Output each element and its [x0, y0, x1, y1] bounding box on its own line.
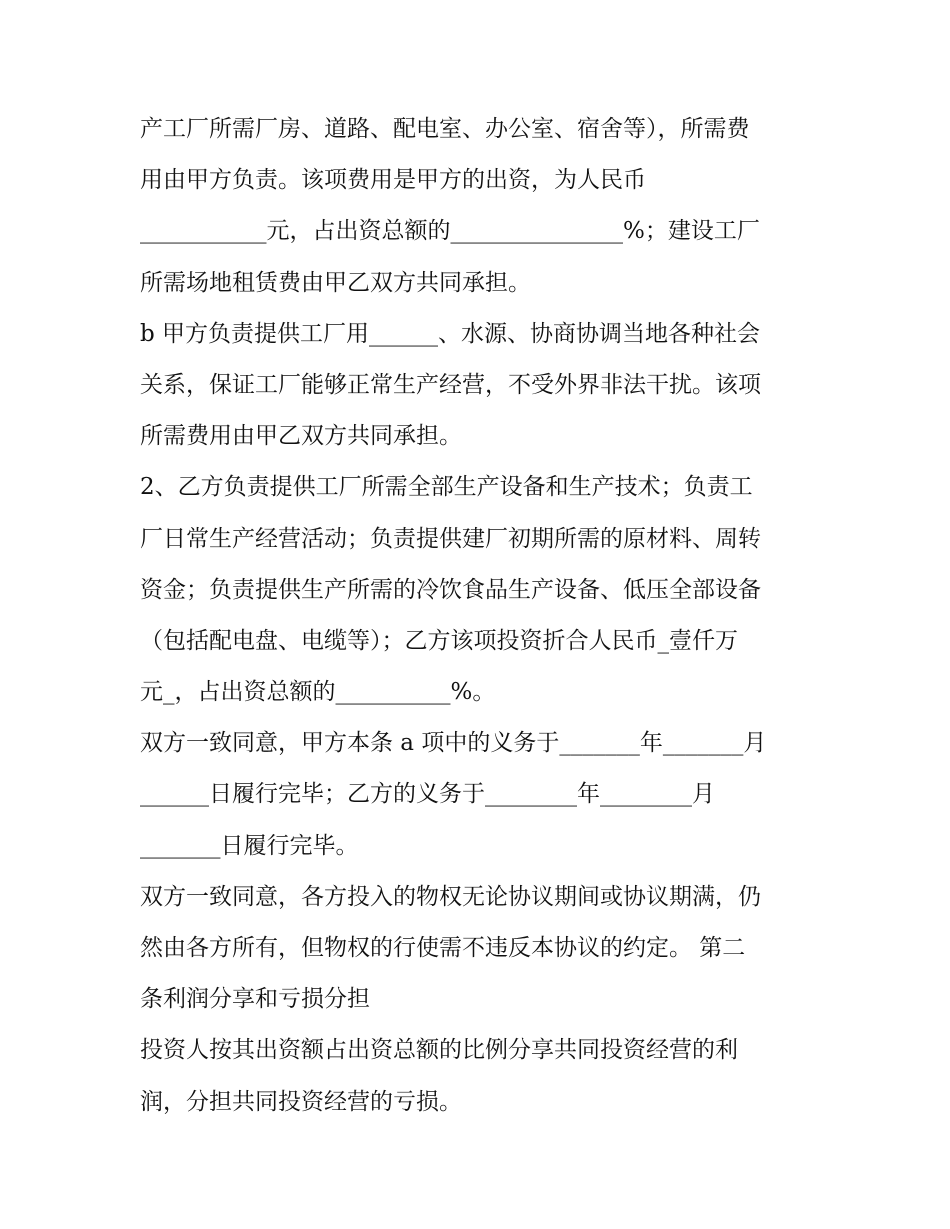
text-line: 产工厂所需厂房、道路、配电室、办公室、宿舍等），所需费 — [140, 116, 750, 142]
text-line: 所需场地租赁费由甲乙双方共同承担。 — [140, 269, 531, 296]
text-line: 2、乙方负责提供工厂所需全部生产设备和生产技术；负责工 — [140, 474, 753, 501]
text-line: 厂日常生产经营活动；负责提供建厂初期所需的原材料、周转 — [140, 525, 761, 552]
text-line: 投资人按其出资额占出资总额的比例分享共同投资经营的利 — [140, 1037, 738, 1064]
text-line: 条利润分享和亏损分担 — [140, 986, 370, 1013]
text-line: 元_，占出资总额的__________%。 — [140, 679, 496, 706]
text-line: 润，分担共同投资经营的亏损。 — [140, 1088, 462, 1115]
text-line: （包括配电盘、电缆等）；乙方该项投资折合人民币_壹仟万 — [140, 627, 738, 654]
text-line: ______日履行完毕；乙方的义务于________年________月 — [140, 781, 715, 808]
text-line: _______日履行完毕。 — [140, 832, 359, 859]
text-line: 所需费用由甲乙双方共同承担。 — [140, 423, 462, 450]
text-line: 用由甲方负责。该项费用是甲方的出资，为人民币 — [140, 167, 646, 194]
text-line: 关系，保证工厂能够正常生产经营，不受外界非法干扰。该项 — [140, 371, 761, 398]
document-body — [140, 104, 820, 1128]
text-line: 双方一致同意，各方投入的物权无论协议期间或协议期满，仍 — [140, 883, 761, 910]
text-line: b 甲方负责提供工厂用______、水源、协商协调当地各种社会 — [140, 320, 761, 347]
text-line: ___________元，占出资总额的_______________%；建设工厂 — [140, 218, 760, 245]
text-line: 然由各方所有，但物权的行使需不违反本协议的约定。 第二 — [140, 935, 746, 961]
text-line: 双方一致同意，甲方本条 a 项中的义务于_______年_______月 — [140, 730, 767, 757]
text-line: 资金；负责提供生产所需的冷饮食品生产设备、低压全部设备 — [140, 576, 761, 603]
